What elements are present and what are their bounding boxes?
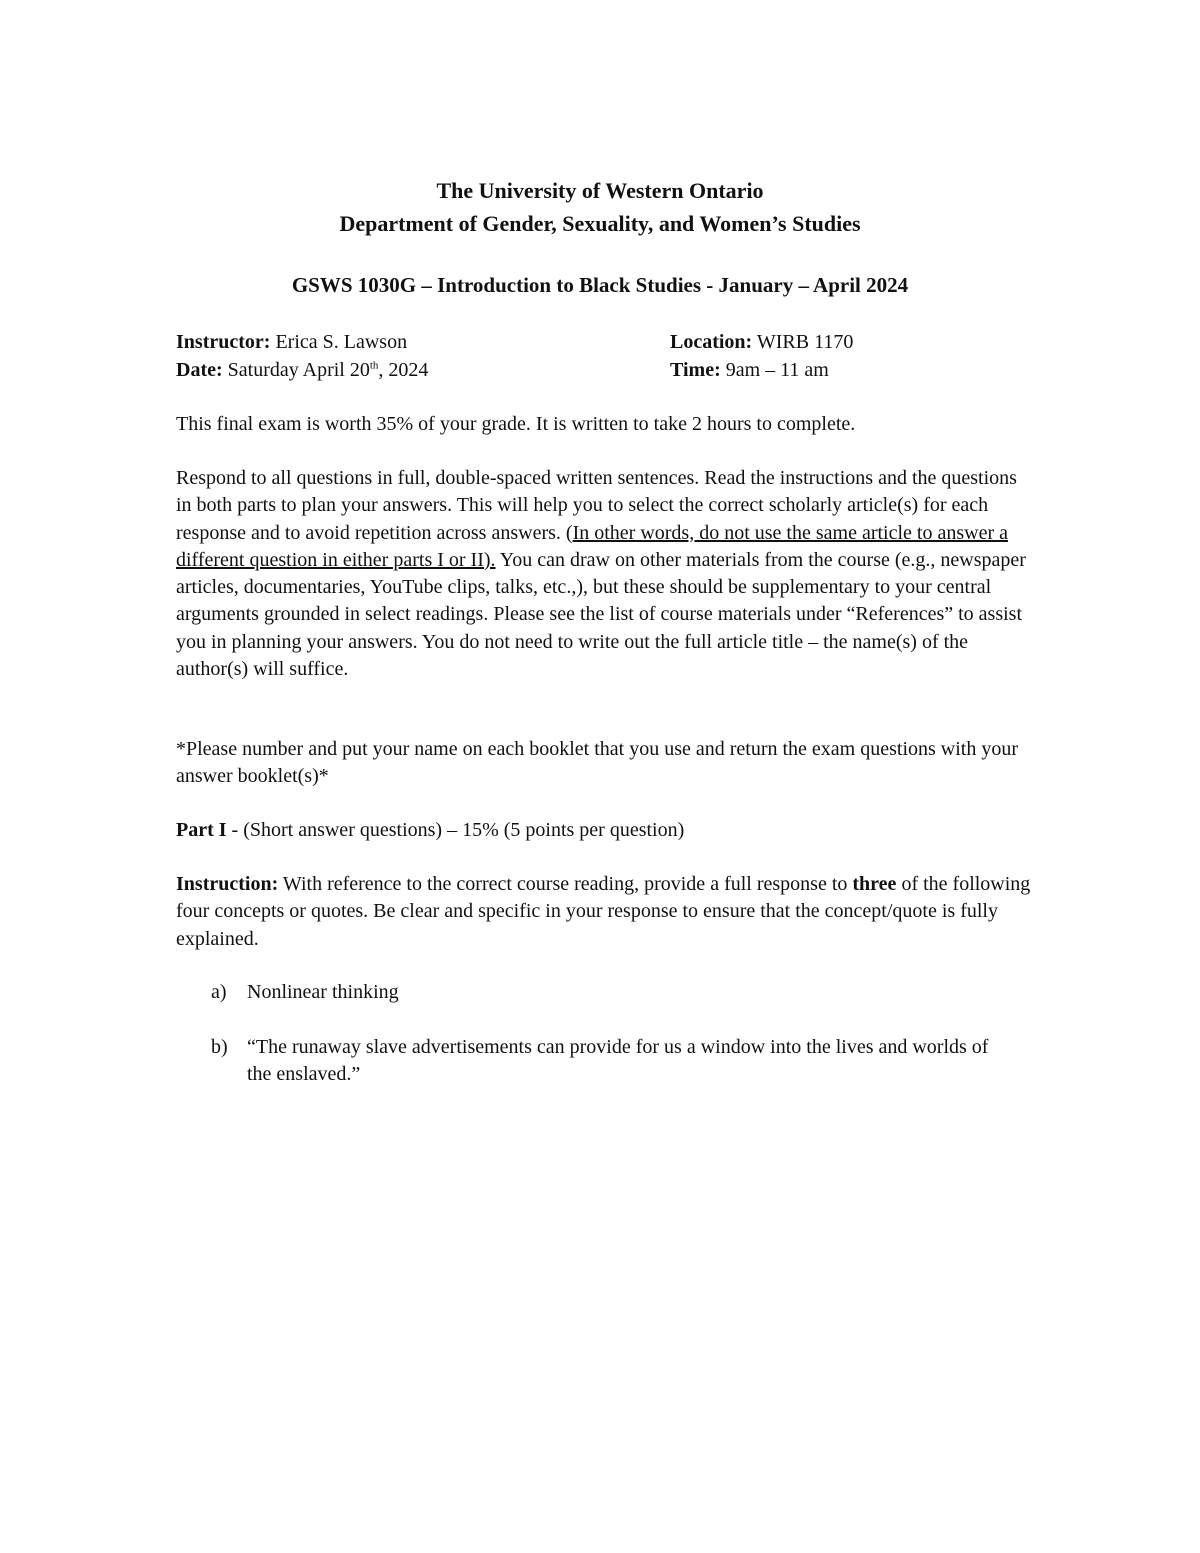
list-item-text: Nonlinear thinking: [247, 981, 399, 1003]
exam-worth-paragraph: This final exam is worth 35% of your grade. It is written to take 2 hours to complete.: [176, 413, 856, 435]
date-value: Saturday April 20th, 2024: [227, 359, 429, 381]
booklet-note: *Please number and put your name on each booklet that you use and return the exam questions with your answer booklet(s)*: [176, 738, 1019, 788]
university-title: The University of Western Ontario: [436, 178, 764, 203]
list-item-label: a): [211, 981, 227, 1003]
date-field: [176, 359, 428, 382]
location-value: WIRB 1170: [756, 331, 854, 353]
instructor-field: [176, 331, 407, 354]
instructions-paragraph: Respond to all questions in full, double-spaced written sentences. Read the instructions and the questions in both parts to plan your answers. This will help you to select the correct scholarly article(s) for each response and to avoid repetition across answers. (In other words, do not use the same article to answer a different question in either parts I or II). You can draw on other materials from the course (e.g., newspaper articles, documentaries, YouTube clips, talks, etc.,), but these should be supplementary to your central arguments grounded in select readings. Please see the list of course materials under “References” to assist you in planning your answers. You do not need to write out the full article title – the name(s) of the author(s) will suffice.: [176, 467, 1026, 681]
list-item-label: b): [211, 1036, 228, 1058]
date-label: Date:: [176, 359, 223, 381]
part1-instruction: Instruction: With reference to the correct course reading, provide a full response to three of the following four concepts or quotes. Be clear and specific in your response to ensure that the concept/quote is fully explained.: [176, 873, 1031, 950]
underlined-note: (In other words, do not use the same article to answer a different question in either parts I or II).: [176, 521, 1008, 571]
instructor-value: Erica S. Lawson: [275, 331, 408, 353]
part1-heading: Part I - (Short answer questions) – 15% (5 points per question): [176, 819, 685, 841]
time-value: 9am – 11 am: [725, 359, 829, 381]
department-title: Department of Gender, Sexuality, and Women’s Studies: [339, 211, 861, 236]
time-label: Time:: [670, 359, 721, 381]
time-field: [670, 359, 829, 382]
list-item-text: “The runaway slave advertisements can provide for us a window into the lives and worlds of the enslaved.”: [247, 1036, 989, 1086]
instructor-label: Instructor:: [176, 331, 271, 353]
location-field: [670, 331, 853, 354]
course-title: GSWS 1030G – Introduction to Black Studies - January – April 2024: [291, 273, 909, 297]
location-label: Location:: [670, 331, 753, 353]
